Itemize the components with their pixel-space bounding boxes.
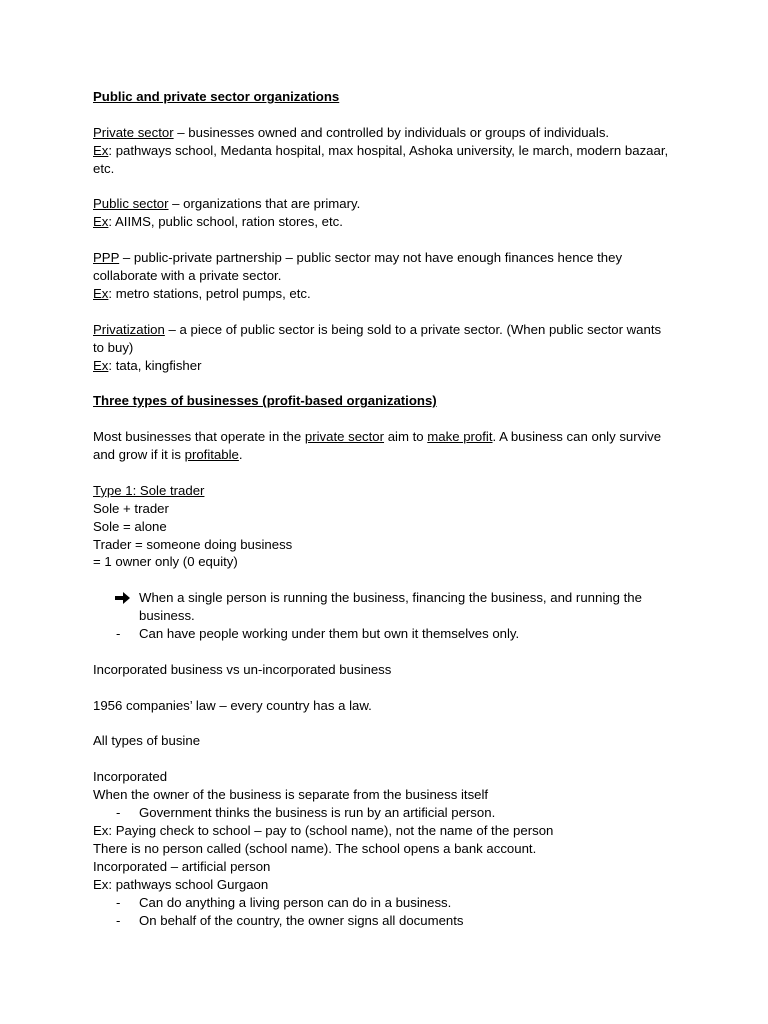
ex-label: Ex [93, 357, 109, 373]
type1-title: Type 1: Sole trader [93, 482, 205, 498]
type1-line: Sole + trader [93, 500, 169, 516]
incorporated-line: When the owner of the business is separate from the business itself [93, 787, 489, 803]
incorporated-title: Incorporated [93, 769, 168, 785]
ex-label: Ex [93, 142, 109, 158]
dash-bullet-item [93, 912, 673, 930]
ppp-text: – public-private partnership – public sector may not have enough finances hence they collaborate with a private sector. [93, 250, 623, 284]
privatization-example-text: : tata, kingfisher [108, 357, 202, 373]
privatization-example [93, 357, 673, 375]
type1-line: = 1 owner only (0 equity) [93, 554, 238, 570]
public-sector-definition [93, 195, 673, 213]
all-types-line: All types of busine [93, 733, 201, 749]
type1-line: Trader = someone doing business [93, 536, 293, 552]
private-sector-term: Private sector [93, 124, 174, 140]
privatization-term: Privatization [93, 321, 165, 337]
private-sector-text: – businesses owned and controlled by individuals or groups of individuals. [173, 124, 610, 140]
dash-bullet-text: On behalf of the country, the owner signs all documents [139, 912, 464, 928]
incorporated-line: Incorporated – artificial person [93, 858, 271, 874]
public-sector-example-text: : AIIMS, public school, ration stores, etc. [108, 214, 343, 230]
profitable-text: profitable [184, 447, 239, 463]
document-page [93, 88, 673, 929]
ppp-definition [93, 249, 673, 285]
private-sector-example-text: : pathways school, Medanta hospital, max hospital, Ashoka university, le march, modern bazaar, etc. [93, 142, 669, 176]
profit-text-2: aim to [384, 429, 428, 445]
incorporated-vs-line: Incorporated business vs un-incorporated business [93, 661, 392, 677]
profit-paragraph [93, 428, 673, 464]
companies-law-line: 1956 companies’ law – every country has a law. [93, 697, 372, 713]
dash-bullet-item [93, 804, 673, 822]
ex-label: Ex [93, 285, 109, 301]
private-sector-example [93, 142, 673, 178]
private-sector-definition [93, 124, 673, 142]
incorporated-line: There is no person called (school name). The school opens a bank account. [93, 840, 537, 856]
public-sector-example [93, 213, 673, 231]
arrow-bullet-item [93, 589, 673, 625]
make-profit-text: make profit [427, 429, 493, 445]
arrow-right-icon [115, 591, 131, 605]
profit-text-1: Most businesses that operate in the [93, 429, 305, 445]
dash-bullet-text: Can do anything a living person can do in a business. [139, 894, 452, 910]
dash-bullet-text: Can have people working under them but own it themselves only. [139, 626, 520, 642]
dash-bullet-item [93, 894, 673, 912]
dash-bullet-item [93, 625, 673, 643]
ppp-example [93, 285, 673, 303]
ppp-example-text: : metro stations, petrol pumps, etc. [108, 285, 311, 301]
dash-bullet-text: Government thinks the business is run by an artificial person. [139, 805, 496, 821]
ppp-term: PPP [93, 250, 120, 266]
dash-marker: - [116, 912, 121, 928]
public-sector-text: – organizations that are primary. [168, 196, 361, 212]
incorporated-line: Ex: pathways school Gurgaon [93, 876, 269, 892]
private-sector-link-text: private sector [304, 429, 385, 445]
heading-business-types: Three types of businesses (profit-based organizations) [93, 393, 437, 409]
public-sector-term: Public sector [93, 196, 169, 212]
profit-text-3: . A business can only survive and grow if it is [93, 429, 662, 463]
dash-marker: - [116, 626, 121, 642]
dash-marker: - [116, 894, 121, 910]
type1-line: Sole = alone [93, 518, 167, 534]
privatization-text: – a piece of public sector is being sold to a private sector. (When public sector wants to buy) [93, 321, 662, 355]
privatization-definition [93, 321, 673, 357]
ex-label: Ex [93, 214, 109, 230]
heading-sectors: Public and private sector organizations [93, 89, 340, 104]
arrow-bullet-text: When a single person is running the business, financing the business, and running the business. [139, 590, 642, 624]
incorporated-line: Ex: Paying check to school – pay to (school name), not the name of the person [93, 822, 554, 838]
profit-text-4: . [238, 447, 243, 463]
dash-marker: - [116, 805, 121, 821]
